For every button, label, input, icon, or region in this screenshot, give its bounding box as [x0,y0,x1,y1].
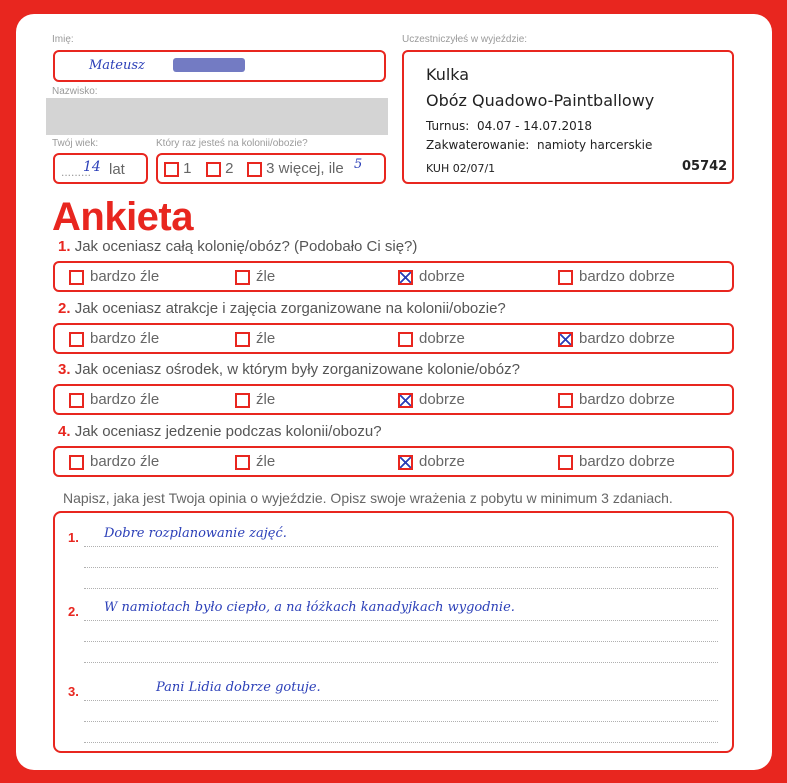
checkbox[interactable] [398,332,413,347]
question-4 [58,423,382,440]
checkbox-checked[interactable] [398,455,413,470]
name-field[interactable] [53,50,386,82]
option-label: bardzo źle [90,268,160,285]
question-text: Jak oceniasz jedzenie podczas kolonii/obozu? [74,423,382,440]
age-unit: lat [109,161,125,178]
checkbox[interactable] [558,270,573,285]
option-bardzo-źle[interactable] [69,268,159,285]
writing-line [84,620,718,621]
option-label: bardzo źle [90,391,160,408]
camp-name: Kulka [426,65,470,84]
checkbox[interactable] [235,393,250,408]
option-bardzo-źle[interactable] [69,453,159,470]
times-value: 5 [354,157,363,172]
checkbox[interactable] [235,270,250,285]
name-label: Imię: [52,34,74,45]
checkbox[interactable] [235,332,250,347]
age-label: Twój wiek: [52,138,99,149]
option-label: bardzo źle [90,453,160,470]
times-opt-3[interactable]: 3 więcej, ile [247,160,344,177]
opinion-box[interactable] [53,511,734,753]
camp-info-box [402,50,734,184]
question-text: Jak oceniasz atrakcje i zajęcia zorganizowane na kolonii/obozie? [74,300,506,317]
camp-number: 05742 [682,159,728,174]
option-label: bardzo dobrze [579,268,675,285]
writing-line [84,700,718,701]
question-number: 4. [58,423,71,440]
option-dobrze[interactable] [398,268,465,285]
checkbox[interactable] [69,332,84,347]
answer-text: W namiotach było ciepło, a na łóżkach kanadyjkach wygodnie. [104,600,515,615]
checkbox[interactable] [206,162,221,177]
writing-line [84,662,718,663]
option-źle[interactable] [235,453,275,470]
answer-options-4 [53,446,734,477]
checkbox[interactable] [247,162,262,177]
option-bardzo-dobrze[interactable] [558,453,675,470]
answer-text: Dobre rozplanowanie zajęć. [104,526,287,541]
opinion-prompt: Napisz, jaka jest Twoja opinia o wyjeździe. Opisz swoje wrażenia z pobytu w minimum 3 zdaniach. [63,490,673,506]
answer-options-3 [53,384,734,415]
checkbox-checked[interactable] [558,332,573,347]
checkbox-checked[interactable] [398,393,413,408]
option-label: źle [256,268,276,285]
name-value: Mateusz [89,58,145,73]
option-bardzo-dobrze[interactable] [558,391,675,408]
question-text: Jak oceniasz ośrodek, w którym były zorganizowane kolonie/obóz? [74,361,520,378]
option-label: dobrze [419,330,465,347]
writing-line [84,546,718,547]
question-text: Jak oceniasz całą kolonię/obóz? (Podobało Ci się?) [74,238,418,255]
option-label: źle [256,453,276,470]
checkbox[interactable] [69,270,84,285]
writing-line [84,567,718,568]
camp-title: Obóz Quadowo-Paintballowy [426,91,655,110]
answer-options-1 [53,261,734,292]
writing-line [84,641,718,642]
checkbox[interactable] [69,393,84,408]
option-label: bardzo dobrze [579,391,675,408]
camp-accommodation: Zakwaterowanie: namioty harcerskie [426,138,653,152]
answer-number: 3. [68,684,79,699]
question-1 [58,238,417,255]
option-bardzo-dobrze[interactable] [558,268,675,285]
option-bardzo-źle[interactable] [69,391,159,408]
answer-options-2 [53,323,734,354]
option-źle[interactable] [235,391,275,408]
question-number: 1. [58,238,71,255]
scribbled-surname [173,58,245,72]
checkbox[interactable] [69,455,84,470]
survey-sheet [16,14,772,770]
times-label: Który raz jesteś na kolonii/obozie? [156,138,308,149]
writing-line [84,588,718,589]
question-number: 2. [58,300,71,317]
age-value: 14 [83,159,101,175]
age-field[interactable] [53,153,148,184]
option-dobrze[interactable] [398,330,465,347]
times-opt-1[interactable]: 1 [164,160,192,177]
checkbox[interactable] [558,393,573,408]
survey-title: Ankieta [52,195,193,239]
option-label: źle [256,330,276,347]
checkbox-checked[interactable] [398,270,413,285]
answer-number: 1. [68,530,79,545]
camp-turnus: Turnus: 04.07 - 14.07.2018 [426,119,593,133]
option-bardzo-dobrze[interactable] [558,330,675,347]
checkbox[interactable] [164,162,179,177]
answer-text: Pani Lidia dobrze gotuje. [156,680,321,695]
question-number: 3. [58,361,71,378]
option-bardzo-źle[interactable] [69,330,159,347]
answer-number: 2. [68,604,79,619]
option-źle[interactable] [235,330,275,347]
writing-line [84,721,718,722]
writing-line [84,742,718,743]
option-label: dobrze [419,268,465,285]
question-2 [58,300,506,317]
camp-label: Uczestniczyłeś w wyjeździe: [402,34,528,45]
option-dobrze[interactable] [398,453,465,470]
question-3 [58,361,520,378]
option-label: bardzo źle [90,330,160,347]
option-label: dobrze [419,391,465,408]
option-label: bardzo dobrze [579,330,675,347]
times-field[interactable] [156,153,386,184]
checkbox[interactable] [558,455,573,470]
checkbox[interactable] [235,455,250,470]
option-źle[interactable] [235,268,275,285]
option-label: bardzo dobrze [579,453,675,470]
age-dots: ......... [61,165,92,179]
option-label: dobrze [419,453,465,470]
times-opt-2[interactable]: 2 [206,160,234,177]
option-dobrze[interactable] [398,391,465,408]
option-label: źle [256,391,276,408]
surname-label: Nazwisko: [52,86,98,97]
camp-code: KUH 02/07/1 [426,162,496,175]
surname-redacted [46,98,388,135]
